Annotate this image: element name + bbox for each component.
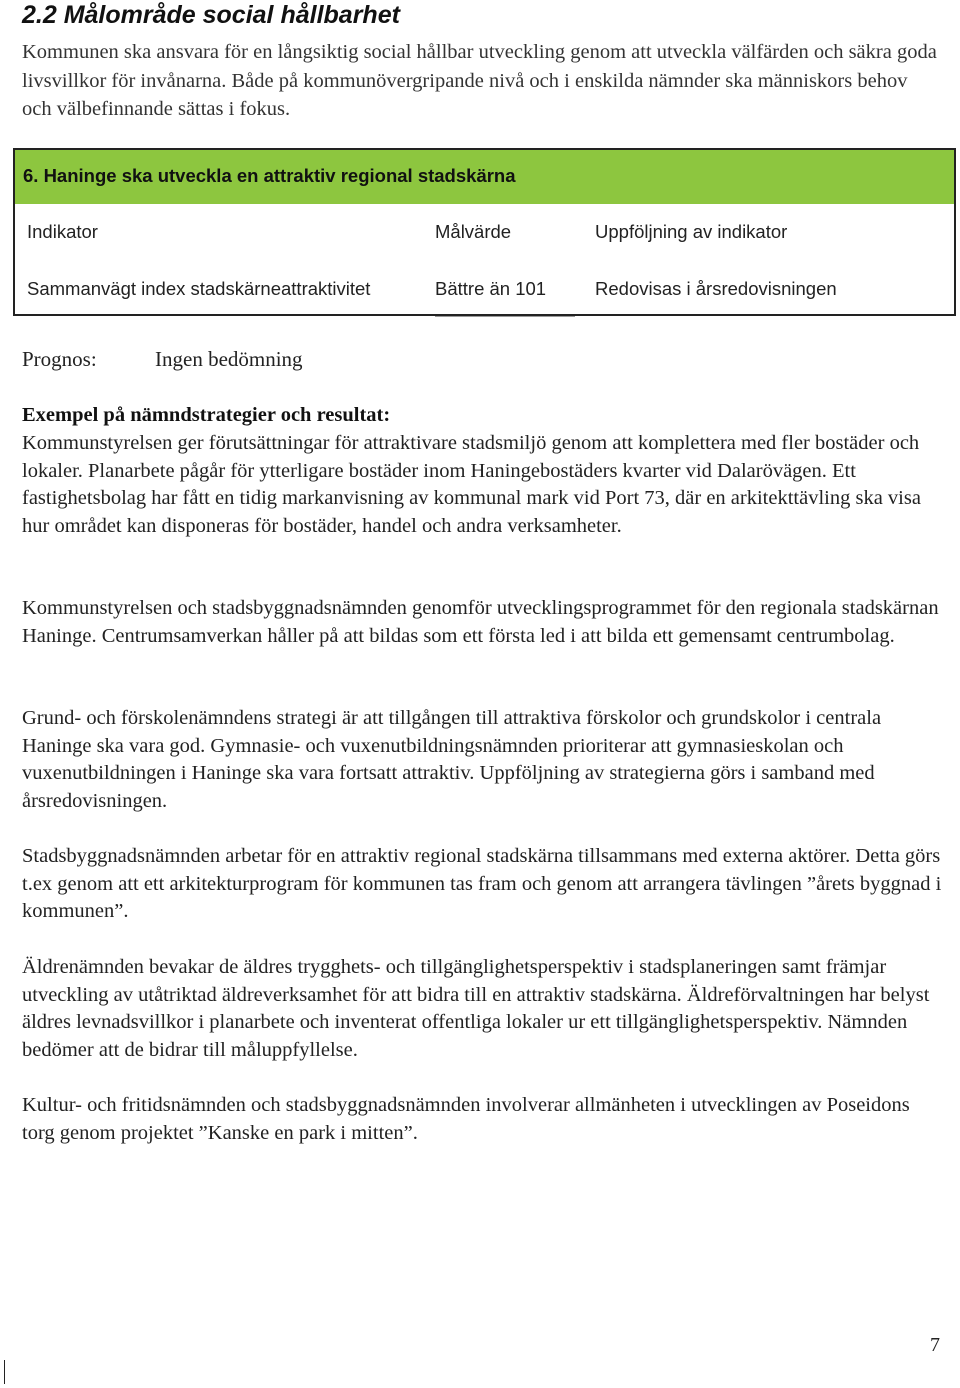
goal-title: 6. Haninge ska utveckla en attraktiv regional stadskärna <box>23 165 516 186</box>
paragraph: Kommunstyrelsen och stadsbyggnadsnämnden genomför utvecklingsprogrammet för den regionala stadskärnan Haninge. Centrumsamverkan håller på att bildas som ett första led i att bilda ett gemensamt centrumbolag. <box>22 597 939 647</box>
column-header-indikator: Indikator <box>27 221 98 242</box>
goal-header <box>15 150 954 204</box>
table-divider <box>435 316 575 317</box>
table-cell-uppfoljning: Redovisas i årsredovisningen <box>595 278 837 299</box>
examples-title: Exempel på nämndstrategier och resultat: <box>22 404 391 426</box>
paragraph: Stadsbyggnadsnämnden arbetar för en attraktiv regional stadskärna tillsammans med externa aktörer. Detta görs t.ex genom att ett arkitekturprogram för kommunen tas fram och genom att arrangera tävlingen ”årets byggnad i kommunen”. <box>22 845 942 922</box>
section-heading: 2.2 Målområde social hållbarhet <box>22 1 400 29</box>
column-header-uppfoljning: Uppföljning av indikator <box>595 221 788 242</box>
paragraph: Kultur- och fritidsnämnden och stadsbyggnadsnämnden involverar allmänheten i utvecklingen av Poseidons torg genom projektet ”Kanske en park i mitten”. <box>22 1094 910 1144</box>
goal-table <box>13 148 956 316</box>
page-number: 7 <box>930 1334 940 1356</box>
prognos-label: Prognos: <box>22 347 97 371</box>
paragraph: Grund- och förskolenämndens strategi är att tillgången till attraktiva förskolor och grundskolor i centrala Haninge ska vara god. Gymnasie- och vuxenutbildningsnämnden prioriterar att gymnasieskolan och vuxenutbildningen i Haninge ska vara fortsatt attraktiv. Uppföljning av strategierna görs i samband med årsredovisningen. <box>22 707 882 812</box>
margin-change-bar <box>4 1360 5 1384</box>
table-cell-indikator: Sammanvägt index stadskärneattraktivitet <box>27 278 371 299</box>
column-header-malvarde: Målvärde <box>435 221 512 242</box>
paragraph: Äldrenämnden bevakar de äldres trygghets- och tillgänglighetsperspektiv i stadsplaneringen samt främjar utveckling av utåtriktad äldreverksamhet för att bidra till en attraktiv stadskärna. Äldreförvaltningen har belyst äldres levnadsvillkor i planarbete och inventerat offentliga lokaler ur ett tillgänglighetsperspektiv. Nämnden bedömer att de bidrar till måluppfyllelse. <box>22 956 930 1061</box>
paragraph: Kommunstyrelsen ger förutsättningar för attraktivare stadsmiljö genom att komplettera med fler bostäder och lokaler. Planarbete pågår för ytterligare bostäder inom Haningebostäders kvarter vid Dalarövägen. Ett fastighetsbolag har fått en tidig markanvisning av kommunal mark vid Port 73, där en arkitekttävling ska visa hur området kan disponeras för bostäder, handel och andra verksamheter. <box>22 432 921 537</box>
table-cell-malvarde: Bättre än 101 <box>435 278 547 299</box>
prognos-value: Ingen bedömning <box>155 347 303 371</box>
section-intro: Kommunen ska ansvara för en långsiktig social hållbar utveckling genom att utveckla välfärden och säkra goda livsvillkor för invånarna. Både på kommunövergripande nivå och i enskilda nämnder ska människors behov och välbefinnande sättas i fokus. <box>22 41 937 120</box>
